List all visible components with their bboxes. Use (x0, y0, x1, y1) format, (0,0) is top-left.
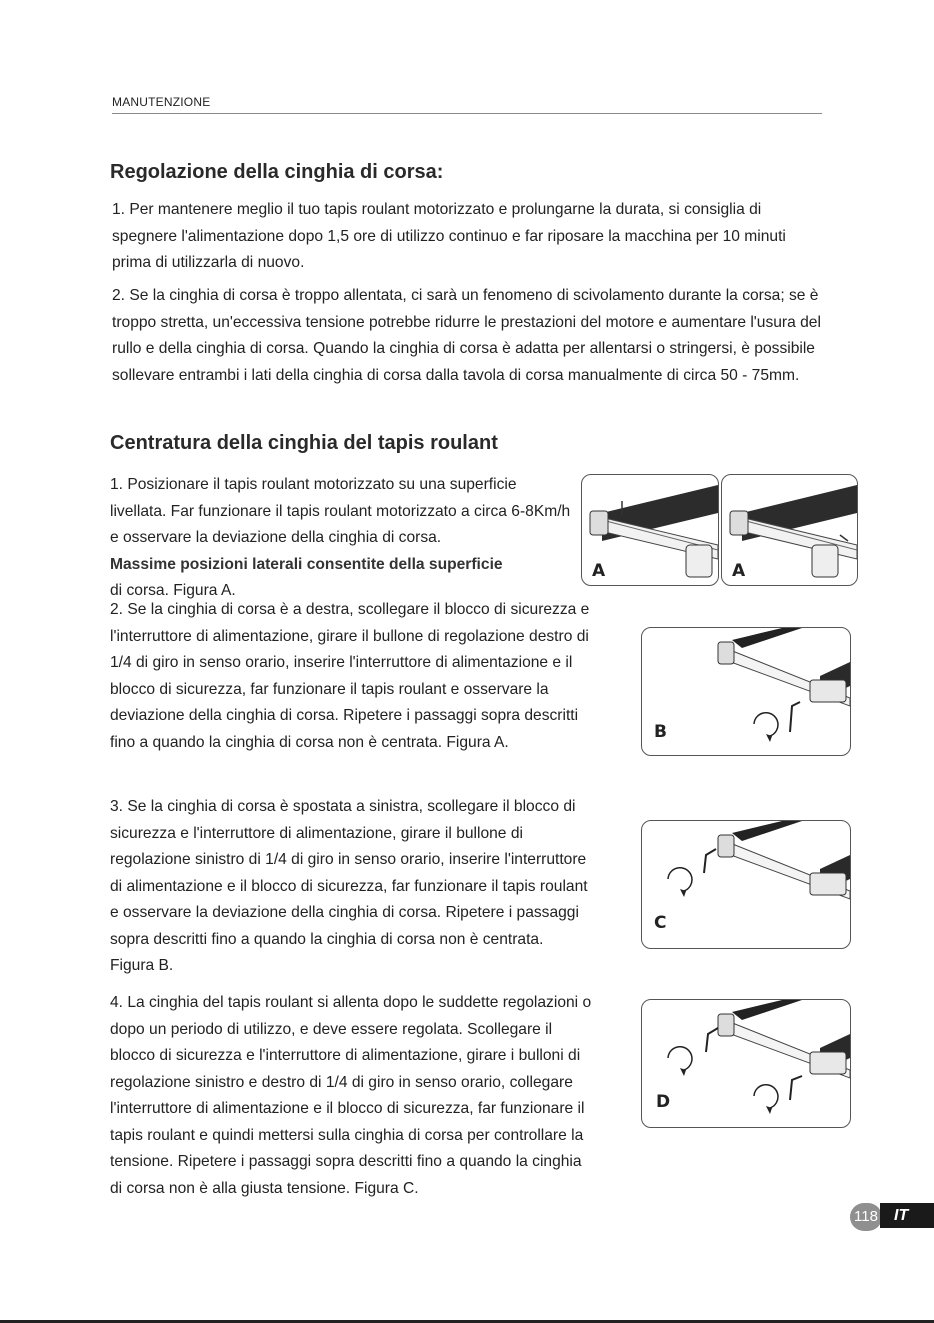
centering-step-1-tail: di corsa. Figura A. (110, 582, 236, 599)
page-number: 118 (850, 1203, 882, 1231)
paragraph-2: 2. Se la cinghia di corsa è troppo allentata, ci sarà un fenomeno di scivolamento durante la corsa; se è troppo stretta, un'eccessiva tensione potrebbe ridurre le prestazioni del motore e aumentare l'usura del rullo e della cinghia di corsa. Quando la cinghia di corsa è adatta per allentarsi o stringersi, è possibile sollevare entrambi i lati della cinghia di corsa dalla tavola di corsa manualmente di circa 50 - 75mm. (112, 287, 821, 384)
treadmill-both-bolts-illustration (642, 1000, 850, 1127)
header-divider (112, 113, 822, 114)
section-title-belt-centering: Centratura della cinghia del tapis roulant (110, 432, 498, 454)
centering-step-1-bold: Massime posizioni laterali consentite della superficie (110, 555, 503, 573)
centering-step-3: 3. Se la cinghia di corsa è spostata a sinistra, scollegare il blocco di sicurezza e l'interruttore di alimentazione, girare il bullone di regolazione sinistro di 1/4 di giro in senso orario, inserire l'interruttore di alimentazione e il blocco di sicurezza, far funzionare il tapis roulant e osservare la deviazione della cinghia di corsa. Ripetere i passaggi sopra descritti fino a quando la cinghia di corsa non è centrata. Figura B. (110, 798, 588, 974)
language-tab: IT (880, 1203, 934, 1228)
centering-step-2: 2. Se la cinghia di corsa è a destra, scollegare il blocco di sicurezza e l'interruttore di alimentazione, girare il bullone di regolazione destro di 1/4 di giro in senso orario, inserire l'interruttore di alimentazione e il blocco di sicurezza, far funzionare il tapis roulant e osservare la deviazione della cinghia di corsa. Ripetere i passaggi sopra descritti fino a quando la cinghia di corsa non è centrata. Figura A. (110, 601, 590, 751)
figure-c (641, 820, 851, 949)
figure-a-left-label: A (592, 561, 606, 581)
centering-step-4: 4. La cinghia del tapis roulant si allenta dopo le suddette regolazioni o dopo un periodo di utilizzo, e deve essere regolata. Scollegare il blocco di sicurezza e l'interruttore di alimentazione, girare i bulloni di regolazione sinistro e destro di 1/4 di giro in senso orario, collegare l'interruttore di alimentazione e il blocco di sicurezza, far funzionare il tapis roulant e quindi mettersi sulla cinghia di corsa per controllare la tensione. Ripetere i passaggi sopra descritti fino a quando la cinghia di corsa non è alla giusta tensione. Figura C. (110, 994, 592, 1197)
figure-d (641, 999, 851, 1128)
treadmill-right-bolt-illustration (642, 628, 850, 755)
treadmill-left-bolt-illustration (642, 821, 850, 948)
section-title-belt-adjustment: Regolazione della cinghia di corsa: (110, 161, 444, 183)
centering-step-1 (110, 472, 572, 605)
figure-c-label: C (654, 913, 667, 933)
section-header-label: MANUTENZIONE (112, 95, 211, 109)
figure-b (641, 627, 851, 756)
figure-d-label: D (656, 1092, 671, 1112)
figure-a-right-label: A (732, 561, 746, 581)
figure-a-right (721, 474, 858, 586)
figure-a-left (581, 474, 719, 586)
paragraph-1: 1. Per mantenere meglio il tuo tapis roulant motorizzato e prolungarne la durata, si consiglia di spegnere l'alimentazione dopo 1,5 ore di utilizzo continuo e far riposare la macchina per 10 minuti prima di utilizzarla di nuovo. (112, 201, 786, 271)
figure-b-label: B (654, 722, 667, 742)
centering-step-1-text: 1. Posizionare il tapis roulant motorizzato su una superficie livellata. Far funzionare il tapis roulant motorizzato a circa 6-8Km/h e osservare la deviazione della cinghia di corsa. (110, 476, 571, 546)
